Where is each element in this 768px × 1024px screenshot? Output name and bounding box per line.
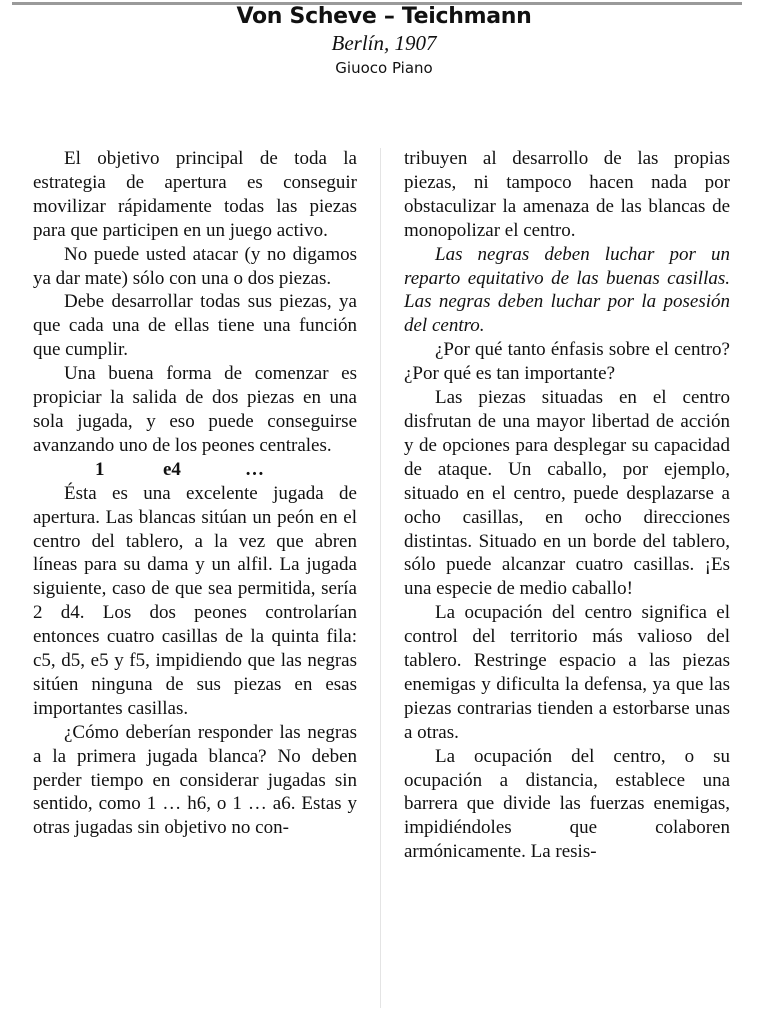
move-number: 1 — [95, 458, 105, 480]
paragraph: Una buena forma de comenzar es propiciar la salida de dos piezas en una sola jugada, y eso puede conseguirse avanzando uno de los peones centrales. — [33, 363, 357, 456]
paragraph: ¿Por qué tanto énfasis sobre el centro? ¿Por qué es tan importante? — [404, 339, 730, 385]
white-move: e4 — [163, 458, 181, 480]
game-location-year: Berlín, 1907 — [331, 31, 437, 55]
paragraph: tribuyen al desarrollo de las propias piezas, ni tampoco hacen nada por obstaculizar la amenaza de las blancas de monopolizar el centro. — [404, 148, 730, 241]
chess-move-line — [33, 458, 357, 482]
paragraph: La ocupación del centro significa el control del territorio más valioso del tablero. Restringe espacio a las piezas enemigas y dificulta la defensa, ya que las piezas contrarias tienden a estorbarse unas a otras. — [404, 602, 730, 743]
left-column — [33, 147, 357, 840]
italic-paragraph: Las negras deben luchar por un reparto equitativo de las buenas casillas. Las negras deben luchar por la posesión del centro. — [404, 243, 730, 337]
game-title: Von Scheve – Teichmann — [236, 4, 532, 29]
paragraph: ¿Cómo deberían responder las negras a la primera jugada blanca? No deben perder tiempo en considerar jugadas sin sentido, como 1 … h6, o 1 … a6. Estas y otras jugadas sin objetivo no con- — [33, 721, 357, 839]
paragraph: Debe desarrollar todas sus piezas, ya que cada una de ellas tiene una función que cumplir. — [33, 291, 357, 361]
column-divider — [380, 148, 381, 1008]
opening-name: Giuoco Piano — [335, 59, 433, 77]
black-move: … — [245, 458, 264, 480]
paragraph: La ocupación del centro, o su ocupación a distancia, establece una barrera que divide las fuerzas enemigas, impidiéndoles que colaboren armónicamente. La resis- — [404, 745, 730, 863]
page-header — [0, 4, 768, 78]
paragraph: Las piezas situadas en el centro disfrutan de una mayor libertad de acción y de opciones para desplegar su capacidad de ataque. Un caballo, por ejemplo, situado en el centro, puede desplazarse a ocho casillas, en ocho direcciones distintas. Situado en un borde del tablero, sólo puede alcanzar cuatro casillas. ¡Es una especie de medio caballo! — [404, 387, 730, 600]
paragraph: El objetivo principal de toda la estrategia de apertura es conseguir movilizar rápidamente todas las piezas para que participen en un juego activo. — [33, 148, 357, 241]
paragraph: No puede usted atacar (y no digamos ya dar mate) sólo con una o dos piezas. — [33, 243, 357, 289]
paragraph: Ésta es una excelente jugada de apertura. Las blancas sitúan un peón en el centro del tablero, a la vez que abren líneas para su dama y un alfil. La jugada siguiente, caso de que sea permitida, sería 2 d4. Los dos peones controlarían entonces cuatro casillas de la quinta fila: c5, d5, e5 y f5, impidiendo que las negras sitúen ninguna de sus piezas en esas importantes casillas. — [33, 482, 357, 719]
right-column — [404, 147, 730, 864]
